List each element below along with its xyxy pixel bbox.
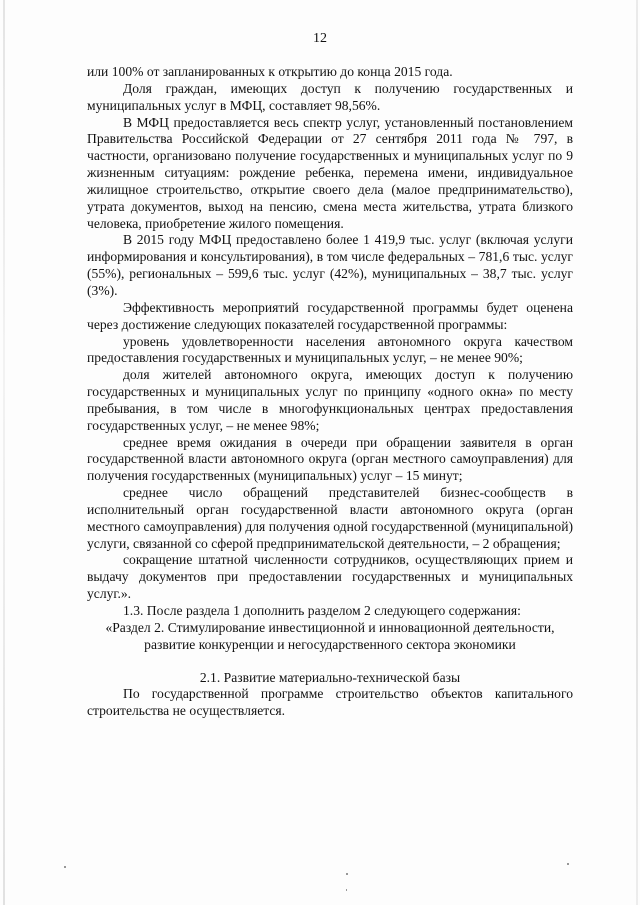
paragraph-services-spectrum: В МФЦ предоставляется весь спектр услуг, установленный постановлением Правительства Российской Федерации от 27 сентября 2011 года № 797, в частности, организовано получение государственных и муниципальных услуг по 9 жизненным ситуациям: рождение ребенка, перемена имени, индивидуальное жилищное строительство, открытие своего дела (малое предпринимательство), утрата документов, выход на пенсию, смена места жительства, утрата близкого человека, приобретение жилого помещения. — [87, 114, 573, 231]
indicator-satisfaction: уровень удовлетворенности населения автономного округа качеством предоставления государственных и муниципальных услуг, – не менее 90%; — [87, 333, 573, 366]
page-number: 12 — [313, 31, 327, 46]
subsection-title: 2.1. Развитие материально-технической базы — [199, 669, 461, 685]
indicator-staff-reduction: сокращение штатной численности сотрудников, осуществляющих прием и выдачу документов при предоставлении государственных и муниципальных услуг.». — [87, 552, 573, 602]
scan-edge-right — [636, 0, 638, 905]
paragraph-efficiency: Эффективность мероприятий государственной программы будет оценена через достижение следующих показателей государственной программы: — [87, 299, 573, 332]
paragraph-continuation: или 100% от запланированных к открытию до конца 2015 года. — [87, 64, 453, 79]
paragraph-amendment: 1.3. После раздела 1 дополнить разделом 2 следующего содержания: — [123, 603, 521, 618]
document-body — [87, 64, 573, 720]
scan-edge-left — [3, 0, 5, 905]
indicator-one-window: доля жителей автономного округа, имеющих доступ к получению государственных и муниципальных услуг по принципу «одного окна» по месту пребывания, в том числе в многофункциональных центрах предоставления государственных услуг, – не менее 98%; — [87, 367, 573, 433]
paragraph-services-2015: В 2015 году МФЦ предоставлено более 1 419,9 тыс. услуг (включая услуги информирования и консультирования), в том числе федеральных – 781,6 тыс. услуг (55%), региональных – 599,6 тыс. услуг (42%), муниципальных – 38,7 тыс. услуг (3%). — [87, 232, 573, 298]
paragraph-closing: По государственной программе строительство объектов капитального строительства не осуществляется. — [87, 686, 573, 719]
section-title: «Раздел 2. Стимулирование инвестиционной и инновационной деятельности, развитие конкуренции и негосударственного сектора экономики — [105, 619, 555, 652]
indicator-waiting-time: среднее время ожидания в очереди при обращении заявителя в орган государственной власти автономного округа (орган местного самоуправления) для получения государственных (муниципальных) услуг – 15 минут; — [87, 434, 573, 484]
indicator-business-requests: среднее число обращений представителей бизнес-сообществ в исполнительный орган государственной власти автономного округа (орган местного самоуправления) для получения одной государственной (муниципальной) услуги, связанной со сферой предпринимательской деятельности, – 2 обращения; — [87, 485, 573, 551]
paragraph-access-share: Доля граждан, имеющих доступ к получению государственных и муниципальных услуг в МФЦ, составляет 98,56%. — [87, 80, 573, 113]
